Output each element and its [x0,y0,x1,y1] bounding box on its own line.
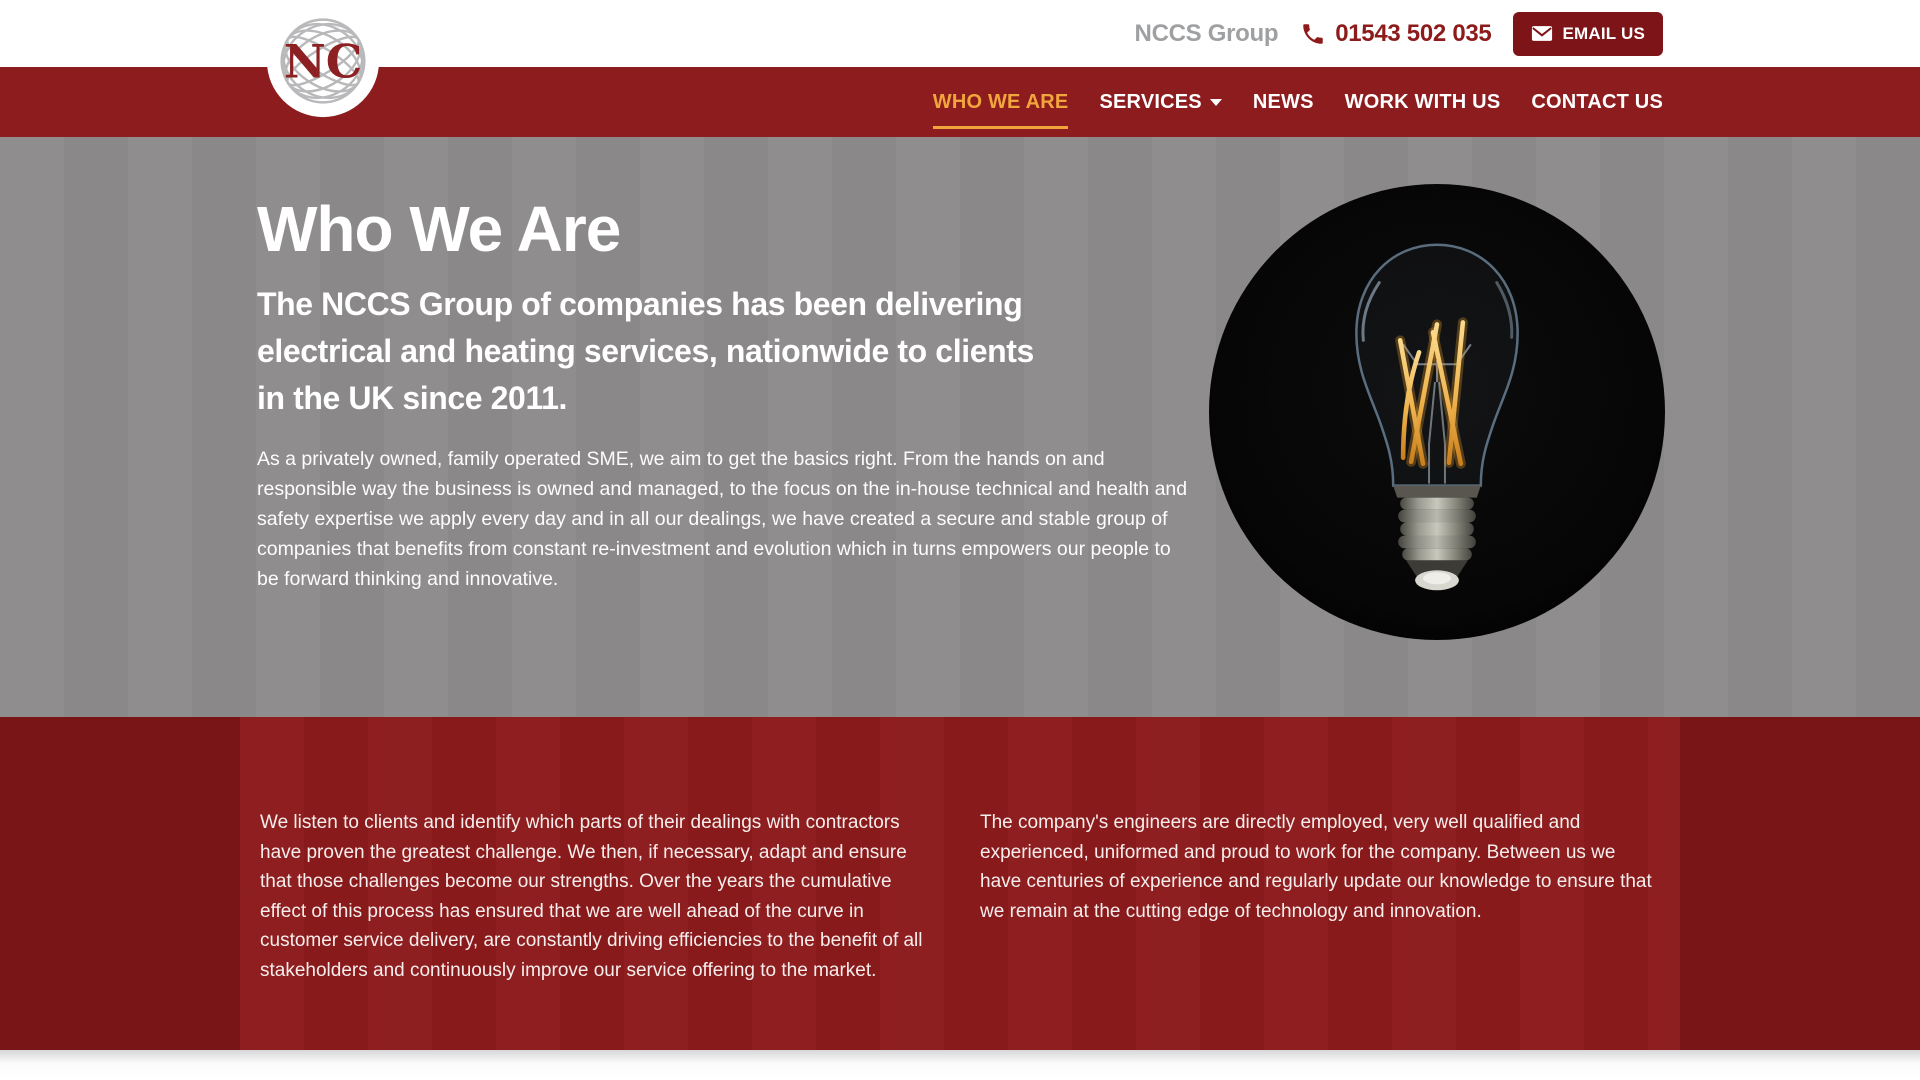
envelope-icon [1531,25,1553,42]
phone-number[interactable]: 01543 502 035 [1335,19,1492,47]
nccs-logo[interactable] [266,4,380,118]
nav-label: WORK WITH US [1344,90,1501,113]
column-left-paragraph: We listen to clients and identify which parts of their dealings with contractors have proven the greatest challenge. We then, if necessary, adapt and ensure that those challenges become our strengths. Over the years the cumulative effect of this process has ensured that we are well ahead of the curve in customer service delivery, are constantly driving efficiencies to the benefit of all stakeholders and continuously improve our service offering to the market. [260,812,923,981]
nav-label: CONTACT US [1531,90,1663,113]
nav-item-contact-us[interactable] [1531,91,1663,114]
page-title: Who We Are [257,193,621,265]
phone-icon [1300,21,1326,47]
hero-subtitle-line: The NCCS Group of companies has been delivering [257,286,1023,322]
hero-subtitle-line: in the UK since 2011. [257,380,567,416]
hero-subtitle-line: electrical and heating services, nationwide to clients [257,333,1034,369]
about-columns-section [0,717,1920,1050]
nav-label: NEWS [1252,90,1314,113]
lightbulb-image [1208,183,1666,641]
email-us-label: EMAIL US [1562,23,1645,43]
phone-link[interactable] [1300,20,1491,48]
nav-item-services[interactable] [1099,91,1221,114]
hero-section [0,137,1920,717]
nav-item-news[interactable] [1253,91,1314,114]
brand-name: NCCS Group [1134,19,1279,47]
email-us-button[interactable] [1513,12,1663,56]
nav-item-work-with-us[interactable] [1345,91,1501,114]
nav-item-who-we-are[interactable] [933,91,1069,114]
nav-label: SERVICES [1099,90,1202,113]
about-columns-panel [240,717,1680,1050]
hero-paragraph: As a privately owned, family operated SME, we aim to get the basics right. From the hands on and responsible way the business is owned and managed, to the focus on the in-house technical and health and safety expertise we apply every day and in all our dealings, we have created a secure and stable group of companies that benefits from constant re-investment and evolution which in turns empowers our people to be forward thinking and innovative. [257,448,1188,590]
column-right-paragraph: The company's engineers are directly employed, very well qualified and experienced, uniformed and proud to work for the company. Between us we have centuries of experience and regularly update our knowledge to ensure that we remain at the cutting edge of technology and innovation. [980,812,1652,922]
chevron-down-icon [1210,99,1222,106]
nav-label: WHO WE ARE [932,90,1069,113]
logo-monogram: NC [283,34,363,89]
footer-strip [0,1050,1920,1080]
